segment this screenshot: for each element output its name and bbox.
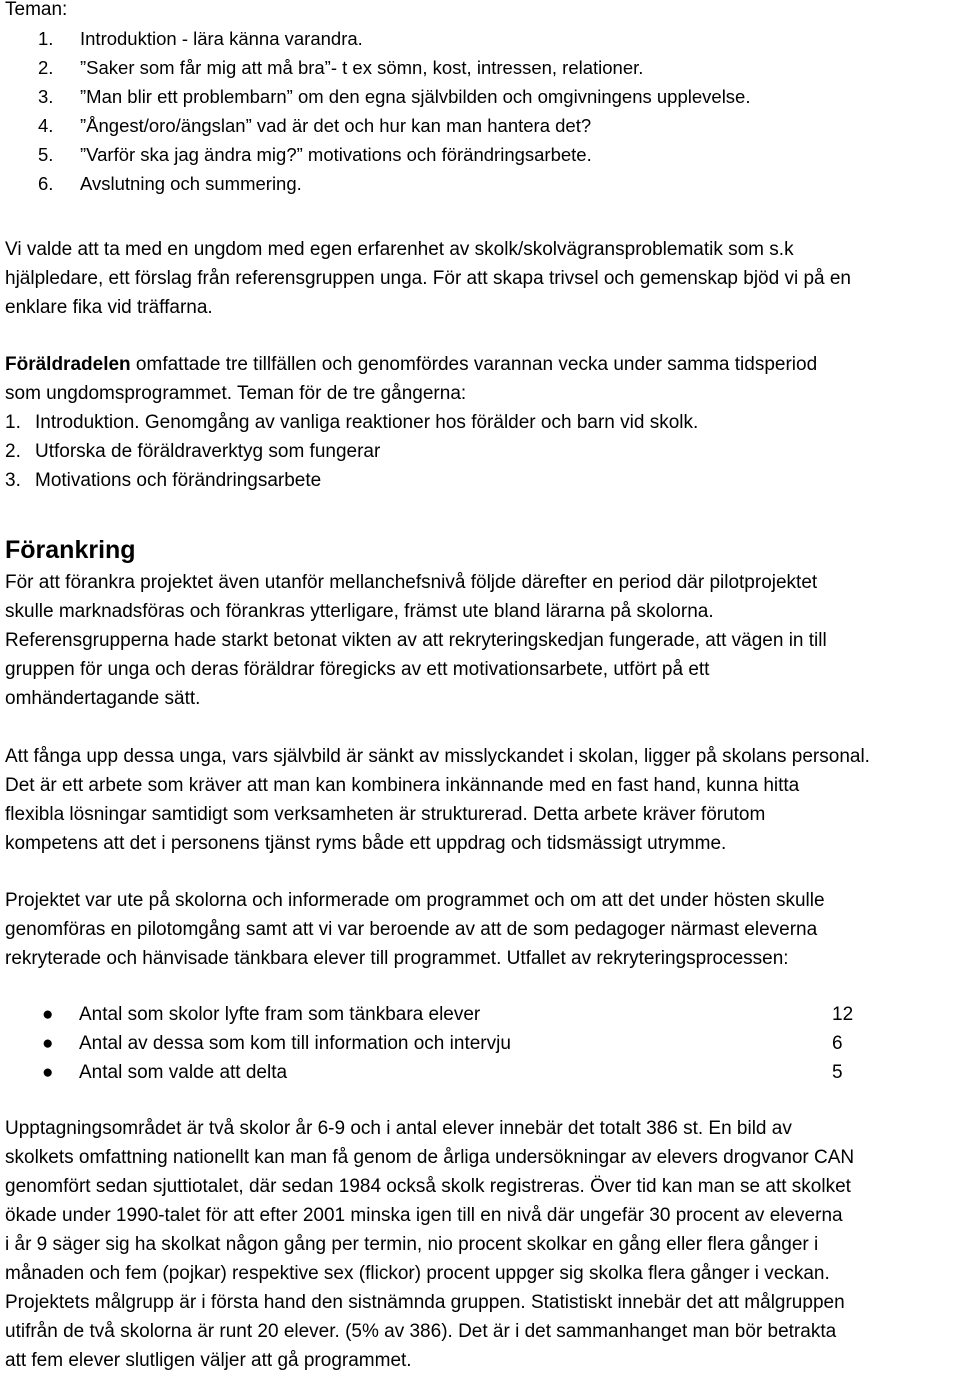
paragraph-line: att fem elever slutligen väljer att gå programmet. <box>5 1350 412 1371</box>
list-item <box>5 140 957 169</box>
parent-lead: Föräldradelen <box>5 354 131 375</box>
item-number: 1. <box>38 28 54 49</box>
paragraph-line: som ungdomsprogrammet. Teman för de tre gångerna: <box>5 383 467 404</box>
topics-list <box>5 24 957 198</box>
list-item <box>5 1000 957 1029</box>
paragraph-line: utifrån de två skolorna är runt 20 elever. (5% av 386). Det är i det sammanhanget man bör betrakta <box>5 1321 837 1342</box>
paragraph-line: ökade under 1990-talet för att efter 2001 minska igen till en nivå där ungefär 30 procent av eleverna <box>5 1205 843 1226</box>
paragraph-line: Referensgrupperna hade starkt betonat vikten av att rekryteringskedjan fungerade, att vägen in till <box>5 630 827 651</box>
item-number: 5. <box>38 144 54 165</box>
section-heading: Förankring <box>5 536 136 564</box>
item-number: 1. <box>5 412 21 433</box>
anchoring-paragraph-3 <box>5 886 957 973</box>
paragraph-line: genomfört sedan sjuttiotalet, där sedan 1984 också skolk registreras. Över tid kan man se att skolket <box>5 1176 851 1197</box>
stat-label: Antal som valde att delta <box>79 1062 288 1083</box>
paragraph-line: genomföras en pilotomgång samt att vi var beroende av att de som pedagoger närmast eleverna <box>5 919 818 940</box>
item-number: 2. <box>5 441 21 462</box>
topics-heading: Teman: <box>5 0 68 20</box>
item-text: ”Varför ska jag ändra mig?” motivations och förändringsarbete. <box>80 144 592 165</box>
bullet-icon: ● <box>42 1004 54 1025</box>
list-item <box>5 169 957 198</box>
item-text: ”Saker som får mig att må bra”- t ex sömn, kost, intressen, relationer. <box>80 57 644 78</box>
paragraph-line: Upptagningsområdet är två skolor år 6-9 och i antal elever innebär det totalt 386 st. En bild av <box>5 1118 792 1139</box>
item-number: 3. <box>5 470 21 491</box>
anchoring-paragraph-1 <box>5 568 957 713</box>
item-number: 2. <box>38 57 54 78</box>
stat-value: 5 <box>832 1062 843 1083</box>
paragraph-line: månaden och fem (pojkar) respektive sex (flickor) procent uppger sig skolka flera gånger i veckan. <box>5 1263 830 1284</box>
item-number: 6. <box>38 173 54 194</box>
anchoring-paragraph-4 <box>5 1114 957 1375</box>
list-item <box>5 408 957 437</box>
bullet-icon: ● <box>42 1033 54 1054</box>
paragraph-line: Projektet var ute på skolorna och informerade om programmet och om att det under hösten skulle <box>5 890 825 911</box>
parent-paragraph <box>5 350 957 408</box>
item-number: 3. <box>38 86 54 107</box>
list-item <box>5 53 957 82</box>
bullet-icon: ● <box>42 1062 54 1083</box>
youth-paragraph <box>5 235 957 322</box>
stat-label: Antal som skolor lyfte fram som tänkbara elever <box>79 1004 481 1025</box>
anchoring-paragraph-2 <box>5 742 957 858</box>
recruitment-stats-list <box>5 1000 957 1087</box>
paragraph-line: i år 9 säger sig ha skolkat någon gång per termin, nio procent skolkar en gång eller flera gånger i <box>5 1234 819 1255</box>
paragraph-line: Projektets målgrupp är i första hand den sistnämnda gruppen. Statistiskt innebär det att målgruppen <box>5 1292 845 1313</box>
paragraph-line: Det är ett arbete som kräver att man kan kombinera inkännande med en fast hand, kunna hitta <box>5 775 800 796</box>
list-item <box>5 1029 957 1058</box>
paragraph-line: flexibla lösningar samtidigt som verksamheten är strukturerad. Detta arbete kräver förutom <box>5 804 766 825</box>
list-item <box>5 82 957 111</box>
item-text: Motivations och förändringsarbete <box>35 470 322 491</box>
paragraph-line: skulle marknadsföras och förankras ytterligare, främst ute bland lärarna på skolorna. <box>5 601 714 622</box>
paragraph-line: rekryterade och hänvisade tänkbara elever till programmet. Utfallet av rekryteringsprocessen: <box>5 948 789 969</box>
paragraph-line: enklare fika vid träffarna. <box>5 297 213 318</box>
list-item <box>5 437 957 466</box>
list-item <box>5 24 957 53</box>
document-page <box>5 0 957 1375</box>
item-text: Introduktion. Genomgång av vanliga reaktioner hos förälder och barn vid skolk. <box>35 412 699 433</box>
list-item <box>5 466 957 495</box>
paragraph-line: Vi valde att ta med en ungdom med egen erfarenhet av skolk/skolvägransproblematik som s.k <box>5 239 794 260</box>
stat-label: Antal av dessa som kom till information och intervju <box>79 1033 511 1054</box>
list-item <box>5 1058 957 1087</box>
paragraph-line: omhändertagande sätt. <box>5 688 201 709</box>
paragraph-line: omfattade tre tillfällen och genomfördes varannan vecka under samma tidsperiod <box>130 354 818 375</box>
item-text: Utforska de föräldraverktyg som fungerar <box>35 441 381 462</box>
paragraph-line: Att fånga upp dessa unga, vars självbild är sänkt av misslyckandet i skolan, ligger på skolans personal. <box>5 746 870 767</box>
item-text: Introduktion - lära känna varandra. <box>80 28 363 49</box>
paragraph-line: hjälpledare, ett förslag från referensgruppen unga. För att skapa trivsel och gemenskap bjöd vi på en <box>5 268 852 289</box>
list-item <box>5 111 957 140</box>
stat-value: 6 <box>832 1033 843 1054</box>
paragraph-line: gruppen för unga och deras föräldrar föregicks av ett motivationsarbete, utfört på ett <box>5 659 710 680</box>
parent-topics-list <box>5 408 957 495</box>
paragraph-line: kompetens att det i personens tjänst ryms både ett uppdrag och tidsmässigt utrymme. <box>5 833 727 854</box>
paragraph-line: skolkets omfattning nationellt kan man få genom de årliga undersökningar av elevers drogvanor CAN <box>5 1147 855 1168</box>
item-number: 4. <box>38 115 54 136</box>
item-text: Avslutning och summering. <box>80 173 302 194</box>
item-text: ”Man blir ett problembarn” om den egna självbilden och omgivningens upplevelse. <box>80 86 751 107</box>
stat-value: 12 <box>832 1004 854 1025</box>
item-text: ”Ångest/oro/ängslan” vad är det och hur kan man hantera det? <box>80 115 592 136</box>
paragraph-line: För att förankra projektet även utanför mellanchefsnivå följde därefter en period där pilotprojektet <box>5 572 818 593</box>
